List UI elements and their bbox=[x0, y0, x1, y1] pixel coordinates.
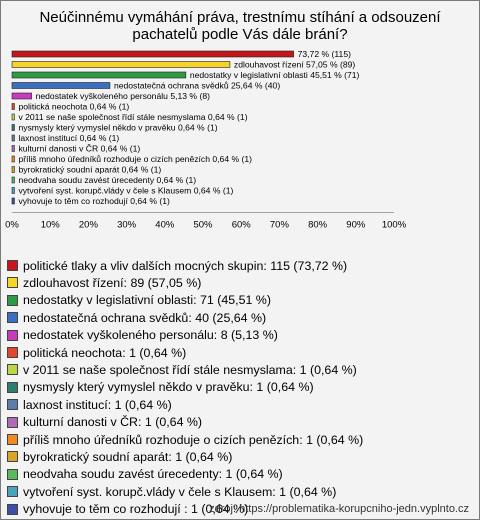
legend-swatch bbox=[7, 312, 18, 323]
legend-swatch bbox=[7, 504, 18, 515]
bar-label-6: politická neochota 0,64 % (1) bbox=[18, 101, 130, 112]
bar-11 bbox=[12, 156, 14, 162]
x-tick-label: 60% bbox=[231, 219, 251, 231]
bar-label-14: vytvoření syst. korupč.vlády v čele s Klausem 0,64 % (1) bbox=[18, 185, 234, 196]
bar-14 bbox=[12, 188, 14, 194]
bar-label-9: laxnost institucí 0,64 % (1) bbox=[18, 133, 120, 143]
bar-12 bbox=[12, 167, 14, 173]
legend-label: politické tlaky a vliv dalších mocných skupin: 115 (73,72 %) bbox=[23, 258, 348, 273]
legend-label: zdlouhavost řízení: 89 (57,05 %) bbox=[23, 275, 202, 290]
x-tick-label: 0% bbox=[5, 219, 19, 231]
bar-6 bbox=[12, 104, 14, 110]
legend-item bbox=[7, 414, 202, 431]
bar-label-11: příliš mnoho úředníků rozhoduje o cizích penězích 0,64 % (1) bbox=[18, 154, 253, 164]
bar-1 bbox=[12, 51, 294, 57]
legend-item bbox=[7, 361, 357, 378]
legend-label: nedostatečná ochrana svědků: 40 (25,64 %) bbox=[23, 310, 267, 325]
bar-3 bbox=[12, 72, 186, 78]
legend-swatch bbox=[7, 434, 18, 445]
bar-label-15: vyhovuje to těm co rozhodují 0,64 % (1) bbox=[18, 196, 170, 206]
legend-label: nysmysly který vymyslel někdo v pravěku: 1 (0,64 %) bbox=[23, 380, 314, 395]
bar-8 bbox=[12, 125, 14, 131]
legend-swatch bbox=[7, 469, 18, 480]
bar-label-4: nedostatečná ochrana svědků 25,64 % (40) bbox=[113, 80, 281, 91]
legend-item bbox=[7, 274, 201, 291]
bar-label-2: zdlouhavost řízení 57,05 % (89) bbox=[233, 59, 356, 70]
legend-item bbox=[7, 448, 232, 465]
bar-7 bbox=[12, 114, 14, 120]
x-tick-label: 30% bbox=[117, 219, 137, 231]
legend-label: v 2011 se naše společnost řídí stále nesmyslama: 1 (0,64 %) bbox=[23, 362, 357, 377]
legend-swatch bbox=[7, 451, 18, 462]
legend-item bbox=[7, 396, 172, 413]
legend-swatch bbox=[7, 277, 18, 288]
legend-item bbox=[7, 431, 363, 448]
legend-item bbox=[7, 344, 186, 361]
bar-15 bbox=[12, 198, 14, 204]
legend-swatch bbox=[7, 330, 18, 341]
x-tick-label: 100% bbox=[381, 219, 407, 231]
bar-4 bbox=[12, 83, 110, 89]
source-note: zdroj: https://problematika-korupcniho-jedn.vyplnto.cz bbox=[209, 503, 469, 515]
legend-swatch bbox=[7, 364, 18, 375]
x-tick-label: 70% bbox=[269, 219, 289, 231]
bar-label-1: 73,72 % (115) bbox=[297, 49, 351, 59]
x-tick-label: 20% bbox=[78, 219, 98, 231]
legend-label: nedostatek vyškoleného personálu: 8 (5,13 %) bbox=[23, 328, 278, 343]
x-tick-label: 40% bbox=[155, 219, 175, 231]
bar-label-13: neodvaha soudu zavést úrecedenty 0,64 % (1) bbox=[18, 175, 197, 185]
legend-item bbox=[7, 292, 271, 309]
legend-label: neodvaha soudu zavést úrecedenty: 1 (0,64 %) bbox=[23, 467, 283, 482]
legend-item bbox=[7, 327, 278, 344]
legend-label: vyhovuje to těm co rozhodují : 1 (0,64 %) bbox=[23, 502, 249, 517]
bar-9 bbox=[12, 135, 14, 141]
legend-item bbox=[7, 483, 336, 500]
legend-swatch bbox=[7, 260, 18, 271]
x-tick-label: 50% bbox=[193, 219, 213, 231]
bar-label-10: kulturní danosti v ČR 0,64 % (1) bbox=[18, 143, 141, 154]
bar-2 bbox=[12, 62, 230, 68]
legend-label: laxnost institucí: 1 (0,64 %) bbox=[23, 397, 172, 412]
bar-13 bbox=[12, 177, 14, 183]
bar-label-8: nysmysly který vymyslel někdo v pravěku 0,64 % (1) bbox=[18, 122, 218, 133]
bar-chart bbox=[1, 1, 479, 257]
legend-swatch bbox=[7, 295, 18, 306]
legend-label: příliš mnoho úředníků rozhoduje o cizích penězích: 1 (0,64 %) bbox=[23, 432, 364, 447]
legend-swatch bbox=[7, 417, 18, 428]
x-tick-label: 80% bbox=[308, 219, 328, 231]
legend-item bbox=[7, 309, 266, 326]
legend-label: politická neochota: 1 (0,64 %) bbox=[23, 345, 187, 360]
bar-5 bbox=[12, 93, 32, 99]
bar-label-7: v 2011 se naše společnost řídí stále nesmyslama 0,64 % (1) bbox=[18, 112, 248, 122]
legend-swatch bbox=[7, 399, 18, 410]
chart-title: Neúčinnému vymáhání práva, trestnímu stíhání a odsouzení pachatelů podle Vás dále brání? bbox=[39, 9, 441, 43]
legend-swatch bbox=[7, 347, 18, 358]
legend-label: nedostatky v legislativní oblasti: 71 (45,51 %) bbox=[23, 293, 271, 308]
legend-swatch bbox=[7, 382, 18, 393]
bar-label-3: nedostatky v legislativní oblasti 45,51 % (71) bbox=[189, 70, 360, 80]
x-tick-label: 10% bbox=[40, 219, 60, 231]
legend-label: byrokratický soudní aparát: 1 (0,64 %) bbox=[23, 449, 233, 464]
legend-swatch bbox=[7, 486, 18, 497]
legend-item bbox=[7, 466, 283, 483]
legend-label: vytvoření syst. korupč.vlády v čele s Klausem: 1 (0,64 %) bbox=[23, 484, 337, 499]
bar-label-5: nedostatek vyškoleného personálu 5,13 % (8) bbox=[35, 91, 210, 101]
bar-10 bbox=[12, 146, 14, 152]
bar-label-12: byrokratický soudní aparát 0,64 % (1) bbox=[18, 164, 162, 175]
legend-item bbox=[7, 379, 314, 396]
legend-item bbox=[7, 257, 347, 274]
x-tick-label: 90% bbox=[346, 219, 366, 231]
legend-label: kulturní danosti v ČR: 1 (0,64 %) bbox=[23, 415, 203, 430]
